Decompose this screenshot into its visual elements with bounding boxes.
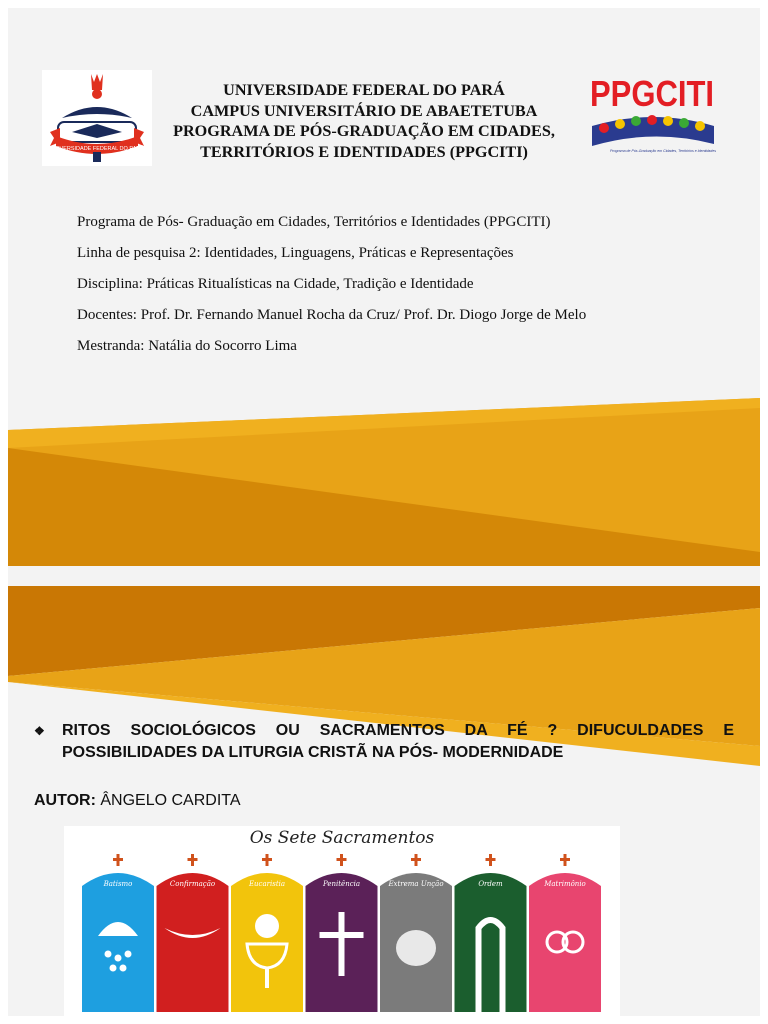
ppgciti-tagline: Programa de Pós-Graduação em Cidades, Territórios e Identidades	[610, 148, 716, 153]
ppgciti-logo-text: PPGCITI	[590, 73, 714, 114]
program-info	[77, 211, 586, 366]
sacrament-label: Extrema Unção	[388, 880, 444, 888]
sacrament-label: Batismo	[103, 880, 133, 888]
sacrament-label: Confirmação	[169, 880, 216, 888]
sacrament-banner	[231, 854, 303, 1012]
sacrament-banner	[529, 854, 601, 1012]
university-logo	[42, 70, 152, 166]
university-crest-icon	[42, 70, 152, 166]
header-line: TERRITÓRIOS E IDENTIDADES (PPGCITI)	[200, 142, 528, 161]
seven-sacraments-image	[64, 826, 620, 1016]
sacrament-banner	[157, 854, 229, 1012]
sacrament-banner	[82, 854, 154, 1012]
work-title-block	[34, 720, 734, 764]
info-professors: Docentes: Prof. Dr. Fernando Manuel Rocha da Cruz/ Prof. Dr. Diogo Jorge de Melo	[77, 307, 587, 323]
info-student: Mestranda: Natália do Socorro Lima	[77, 338, 297, 354]
logo-banner-text: UNIVERSIDADE FEDERAL DO PARÁ	[50, 146, 144, 152]
author-line	[34, 792, 241, 810]
header-line: CAMPUS UNIVERSITÁRIO DE ABAETETUBA	[190, 101, 538, 120]
sacraments-image-title: Os Sete Sacramentos	[249, 828, 435, 848]
sacrament-label: Eucaristia	[248, 880, 286, 888]
sacrament-banner	[380, 854, 452, 1012]
author-label: AUTOR:	[34, 792, 96, 809]
institution-header	[158, 80, 570, 162]
header-line: PROGRAMA DE PÓS-GRADUAÇÃO EM CIDADES,	[173, 122, 555, 140]
decorative-band-top	[8, 398, 760, 566]
info-discipline: Disciplina: Práticas Ritualísticas na Cidade, Tradição e Identidade	[77, 276, 474, 292]
author-name: ÂNGELO CARDITA	[95, 792, 241, 809]
diamond-bullet-icon: ❖	[34, 724, 45, 738]
info-research-line: Linha de pesquisa 2: Identidades, Linguagens, Práticas e Representações	[77, 245, 514, 261]
ppgciti-logo	[586, 66, 720, 158]
header-line: UNIVERSIDADE FEDERAL DO PARÁ	[223, 81, 505, 99]
info-program: Programa de Pós- Graduação em Cidades, Territórios e Identidades (PPGCITI)	[77, 214, 551, 230]
sacrament-label: Matrimônio	[544, 880, 586, 888]
sacrament-label: Ordem	[478, 880, 503, 888]
sacrament-label: Penitência	[322, 880, 361, 888]
work-title: RITOS SOCIOLÓGICOS OU SACRAMENTOS DA FÉ ? DIFUCULDADES E POSSIBILIDADES DA LITURGIA CRISTÃ NA PÓS- MODERNIDADE	[62, 722, 734, 761]
document-page	[8, 8, 760, 1016]
sacrament-banner	[306, 854, 378, 1012]
sacrament-banner	[455, 854, 527, 1012]
